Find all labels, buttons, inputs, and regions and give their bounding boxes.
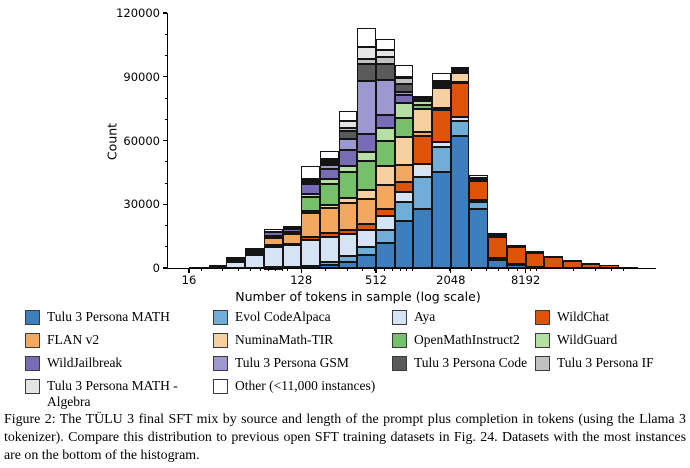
x-tick-label: 512 [365, 273, 387, 287]
bar-segment [320, 161, 339, 163]
x-tick-label: 2048 [436, 273, 466, 287]
bar-segment [245, 255, 264, 268]
legend-item-label: Tulu 3 Persona GSM [235, 355, 349, 370]
legend-item-label: NuminaMath-TIR [235, 332, 334, 347]
bar-segment [357, 161, 376, 191]
y-tick-label: 60000 [123, 133, 160, 148]
legend-swatch [392, 356, 407, 371]
y-tick-label: 0 [152, 261, 160, 275]
bar-segment [413, 136, 432, 164]
bar-segment [357, 134, 376, 152]
legend-item-label: Tulu 3 Persona Code [414, 355, 528, 370]
legend-item [25, 378, 210, 410]
bar-segment [264, 229, 283, 232]
y-tick-label: 90000 [123, 69, 160, 84]
bar-segment [339, 203, 358, 230]
legend-item-label: Other (<11,000 instances) [235, 378, 376, 393]
x-minor-tick [400, 268, 401, 271]
bar-segment [339, 121, 358, 127]
legend-item [213, 355, 389, 371]
bar-segment [432, 172, 451, 268]
bar-segment [339, 128, 358, 131]
bar-segment [301, 194, 320, 197]
y-minor-tick [165, 161, 167, 162]
legend-item [392, 309, 532, 325]
x-minor-tick [238, 268, 239, 271]
x-minor-tick [362, 268, 363, 271]
legend-swatch [392, 333, 407, 348]
bar-segment [357, 247, 376, 256]
bar-segment [488, 235, 507, 237]
legend-item [213, 378, 389, 394]
bar-segment [488, 260, 507, 269]
x-minor-tick [275, 268, 276, 271]
y-major-tick [163, 140, 167, 141]
bar-segment [376, 209, 395, 216]
bar-segment [264, 232, 283, 236]
legend-swatch [213, 310, 228, 325]
bar-segment [469, 200, 488, 202]
x-minor-tick [471, 268, 472, 271]
bar-segment [264, 238, 283, 246]
bar-segment [395, 118, 414, 137]
bar-segment [451, 121, 470, 136]
y-tick-label: 30000 [123, 197, 160, 212]
bar-segment [526, 253, 545, 267]
legend-item [25, 355, 210, 371]
x-minor-tick [347, 268, 348, 271]
bar-segment [395, 137, 414, 165]
bar-segment [376, 141, 395, 167]
bar-segment [301, 179, 320, 181]
legend-item-label: Tulu 3 Persona MATH - Algebra [47, 378, 178, 409]
bar-segment [301, 184, 320, 194]
bar-segment [245, 248, 264, 250]
bar-segment [376, 230, 395, 243]
legend-item-label: OpenMathInstruct2 [414, 332, 520, 347]
bar-segment [283, 245, 301, 267]
bar-segment [320, 205, 339, 208]
bar-segment [376, 243, 395, 269]
x-minor-tick [406, 268, 407, 271]
legend-item-label: WildJailbreak [47, 355, 123, 370]
legend-item [25, 332, 210, 348]
legend-swatch [213, 356, 228, 371]
bar-segment [488, 237, 507, 258]
x-minor-tick [508, 268, 509, 271]
x-minor-tick [530, 268, 531, 271]
bar-segment [339, 139, 358, 150]
y-tick-label: 120000 [116, 6, 160, 20]
bar-segment [320, 151, 339, 158]
bar-segment [451, 136, 470, 268]
bar-segment [339, 198, 358, 203]
bar-segment [283, 244, 301, 246]
bar-segment [301, 166, 320, 179]
bar-segment [413, 209, 432, 269]
x-minor-tick [517, 268, 518, 271]
bar-segment [395, 192, 414, 203]
bar-segment [245, 250, 264, 252]
bar-segment [544, 257, 563, 268]
bar-segment [395, 165, 414, 182]
bar-segment [413, 177, 432, 209]
bar-segment [320, 184, 339, 204]
x-tick-label: 128 [290, 273, 313, 287]
bar-segment [226, 257, 244, 259]
bar-segment [283, 226, 301, 228]
bar-segment [413, 132, 432, 136]
x-tick-label: 8192 [510, 273, 541, 287]
bar-segment [469, 178, 488, 180]
bar-segment [507, 264, 526, 266]
bar-segment [507, 245, 526, 248]
bar-segment [432, 142, 451, 147]
bar-segment [320, 163, 339, 166]
y-minor-tick [165, 246, 167, 247]
x-minor-tick [486, 268, 487, 271]
bar-segment [320, 262, 339, 265]
bar-segment [413, 164, 432, 177]
bar-segment [357, 199, 376, 225]
bar-segment [320, 179, 339, 184]
bar-segment [264, 236, 283, 238]
legend-item-label: Tulu 3 Persona MATH [47, 309, 170, 324]
bar-segment [301, 213, 320, 237]
legend-swatch [213, 333, 228, 348]
bar-segment [283, 234, 301, 244]
bar-segment [301, 240, 320, 266]
bar-segment [301, 211, 320, 213]
bar-segment [339, 234, 358, 256]
x-minor-tick [449, 268, 450, 271]
x-minor-tick [595, 268, 596, 271]
y-minor-tick [165, 183, 167, 184]
x-minor-tick [623, 268, 624, 271]
legend-swatch [25, 356, 40, 371]
bar-segment [376, 166, 395, 185]
bar-segment [563, 260, 582, 262]
x-minor-tick [201, 268, 202, 271]
bar-segment [507, 247, 526, 264]
legend-item [392, 355, 532, 371]
bar-segment [339, 230, 358, 234]
y-minor-tick [165, 225, 167, 226]
bar-segment [451, 117, 470, 121]
legend-swatch [25, 379, 40, 394]
legend-swatch [535, 310, 550, 325]
bar-segment [320, 237, 339, 261]
legend-swatch [535, 356, 550, 371]
bar-segment [357, 255, 376, 268]
x-axis-label: Number of tokens in sample (log scale) [235, 289, 481, 304]
x-minor-tick [268, 268, 269, 271]
legend-swatch [392, 310, 407, 325]
bar-segment [395, 202, 414, 221]
bar-segment [283, 232, 301, 234]
x-minor-tick [573, 268, 574, 271]
legend-item-label: WildGuard [557, 332, 618, 347]
legend-item-label: Aya [414, 309, 436, 324]
bar-segment [526, 251, 545, 253]
legend-item [25, 309, 210, 325]
bar-segment [320, 233, 339, 237]
x-minor-tick [260, 268, 261, 271]
x-minor-tick [222, 268, 223, 271]
x-minor-tick [392, 268, 393, 271]
bar-segment [544, 256, 563, 258]
x-minor-tick [325, 268, 326, 271]
legend-item [535, 309, 685, 325]
x-tick-label: 16 [181, 273, 197, 287]
y-major-tick [163, 204, 167, 205]
bar-segment [469, 209, 488, 269]
bar-segment [357, 224, 376, 229]
bar-segment [469, 202, 488, 208]
bar-segment [339, 131, 358, 140]
legend-item [535, 332, 685, 348]
legend-item [535, 355, 685, 371]
legend-item [392, 332, 532, 348]
bar-segment [582, 263, 601, 265]
bar-segment [339, 256, 358, 261]
legend-swatch [25, 333, 40, 348]
x-minor-tick [374, 268, 375, 271]
x-minor-tick [412, 268, 413, 271]
bar-segment [376, 128, 395, 141]
bar-segment [469, 175, 488, 178]
bar-segment [264, 247, 283, 267]
legend-swatch [213, 379, 228, 394]
legend-item-label: Tulu 3 Persona IF [557, 355, 654, 370]
bar-segment [301, 237, 320, 240]
bar-segment [320, 208, 339, 234]
bar-segment [488, 258, 507, 260]
y-axis-label: Count [104, 122, 120, 161]
bar-segment [376, 216, 395, 230]
legend-item [213, 332, 389, 348]
bar-segment [469, 181, 488, 200]
x-minor-tick [287, 268, 288, 271]
y-major-tick [163, 267, 167, 268]
bar-segment [357, 230, 376, 247]
bar-segment [301, 197, 320, 211]
x-minor-tick [384, 268, 385, 271]
bar-segment [209, 265, 227, 267]
x-minor-tick [536, 268, 537, 271]
bar-segment [283, 228, 301, 230]
bar-segment [320, 169, 339, 180]
bar-segment [339, 172, 358, 198]
bar-segment [339, 166, 358, 172]
bar-segment [488, 233, 507, 236]
bar-segment [376, 185, 395, 208]
legend-swatch [535, 333, 550, 348]
legend-item-label: WildChat [557, 309, 609, 324]
legend-item-label: Evol CodeAlpaca [235, 309, 331, 324]
legend-item-label: FLAN v2 [47, 332, 100, 347]
legend-swatch [25, 310, 40, 325]
x-minor-tick [611, 268, 612, 271]
bar-segment [357, 152, 376, 161]
bar-segment [395, 182, 414, 192]
bar-segment [264, 245, 283, 247]
bar-segment [395, 221, 414, 268]
x-minor-tick [282, 268, 283, 271]
bar-segment [376, 115, 395, 128]
x-minor-tick [250, 268, 251, 271]
bar-segment [245, 253, 264, 255]
y-minor-tick [165, 119, 167, 120]
bar-segment [357, 190, 376, 199]
figure-caption: Figure 2: The TÜLU 3 final SFT mix by source and length of the prompt plus completion in tokens (using the Llama 3 tokenizer). Compare this distribution to previous open SFT training datasets in Fig. 24. Datasets with the most instances are on the bottom of the histogram. [4, 412, 686, 463]
bar-segment [320, 165, 339, 168]
legend-item [213, 309, 389, 325]
bar-segment [339, 150, 358, 166]
x-minor-tick [498, 268, 499, 271]
bar-segment [320, 159, 339, 162]
bar-segment [432, 147, 451, 173]
